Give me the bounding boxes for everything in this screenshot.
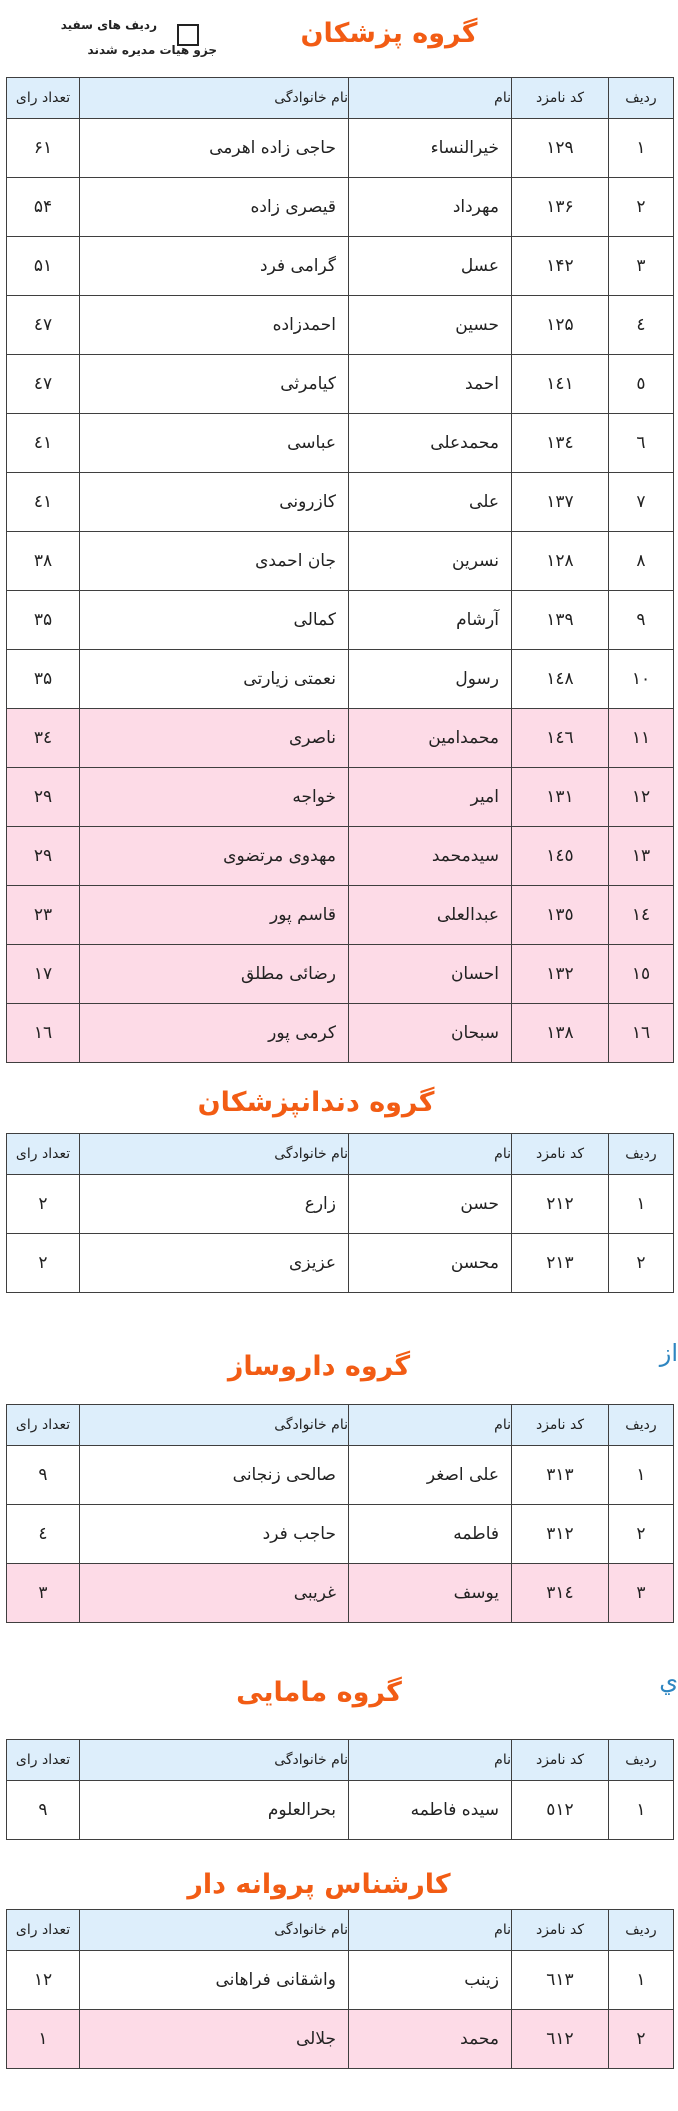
cell-candidate-code: ۱۴۲ [512, 237, 609, 296]
header-row-number: ردیف [609, 78, 674, 119]
header-votes: تعداد رای [7, 1910, 80, 1951]
cell-votes: ۳٤ [7, 709, 80, 768]
header-last-name: نام خانوادگی [80, 1910, 349, 1951]
group-title-physicians: گروه پزشکان [300, 18, 478, 49]
cell-candidate-code: ۱۳٥ [512, 886, 609, 945]
cell-last-name: عزیزی [80, 1234, 349, 1293]
cell-last-name: ناصری [80, 709, 349, 768]
cell-first-name: حسین [349, 296, 512, 355]
header-first-name: نام [349, 1910, 512, 1951]
cell-last-name: جان احمدی [80, 532, 349, 591]
cell-first-name: فاطمه [349, 1505, 512, 1564]
cell-candidate-code: ۳۱۳ [512, 1446, 609, 1505]
cell-last-name: گرامی فرد [80, 237, 349, 296]
cell-row-number: ۱۰ [609, 650, 674, 709]
table-row [7, 532, 674, 591]
cell-votes: ۳۸ [7, 532, 80, 591]
cell-first-name: سیدمحمد [349, 827, 512, 886]
cell-last-name: کمالی [80, 591, 349, 650]
results-table-midwives [6, 1739, 674, 1840]
cell-candidate-code: ۱٤۸ [512, 650, 609, 709]
cell-candidate-code: ۱۲۹ [512, 119, 609, 178]
cell-last-name: حاجب فرد [80, 1505, 349, 1564]
cell-last-name: رضائی مطلق [80, 945, 349, 1004]
cell-row-number: ۱۲ [609, 768, 674, 827]
cell-row-number: ۳ [609, 237, 674, 296]
cell-row-number: ۱٥ [609, 945, 674, 1004]
cell-row-number: ۹ [609, 591, 674, 650]
cell-last-name: جلالی [80, 2010, 349, 2069]
cell-votes: ۵۴ [7, 178, 80, 237]
group-title-licensed-experts: کارشناس پروانه دار [187, 1869, 451, 1900]
cell-candidate-code: ۱۳۸ [512, 1004, 609, 1063]
cell-votes: ۹ [7, 1446, 80, 1505]
header-votes: تعداد رای [7, 1405, 80, 1446]
cell-first-name: سبحان [349, 1004, 512, 1063]
cell-row-number: ۳ [609, 1564, 674, 1623]
cell-last-name: کازرونی [80, 473, 349, 532]
cell-votes: ٤۱ [7, 414, 80, 473]
cell-first-name: امیر [349, 768, 512, 827]
header-candidate-code: کد نامزد [512, 1740, 609, 1781]
header-row-number: ردیف [609, 1134, 674, 1175]
cell-votes: ۶۱ [7, 119, 80, 178]
cell-candidate-code: ۱۳٤ [512, 414, 609, 473]
table-row [7, 473, 674, 532]
cell-votes: ٤ [7, 1505, 80, 1564]
cell-last-name: بحرالعلوم [80, 1781, 349, 1840]
header-last-name: نام خانوادگی [80, 1740, 349, 1781]
header-row-number: ردیف [609, 1910, 674, 1951]
table-header-row [7, 1405, 674, 1446]
cell-votes: ۵۱ [7, 237, 80, 296]
cell-candidate-code: ۱۳۶ [512, 178, 609, 237]
header-last-name: نام خانوادگی [80, 1134, 349, 1175]
cell-votes: ۱ [7, 2010, 80, 2069]
results-table [6, 1404, 674, 1623]
table-row [7, 1505, 674, 1564]
table-row [7, 591, 674, 650]
table-row [7, 1951, 674, 2010]
cell-first-name: مهرداد [349, 178, 512, 237]
cell-first-name: علی اصغر [349, 1446, 512, 1505]
cell-last-name: احمدزاده [80, 296, 349, 355]
cell-votes: ۲۹ [7, 827, 80, 886]
cell-votes: ٤۷ [7, 355, 80, 414]
cell-first-name: عسل [349, 237, 512, 296]
results-table [6, 1739, 674, 1840]
cell-candidate-code: ۱۲۵ [512, 296, 609, 355]
cell-votes: ۲ [7, 1175, 80, 1234]
cell-first-name: احسان [349, 945, 512, 1004]
cell-first-name: عبدالعلی [349, 886, 512, 945]
cell-candidate-code: ۳۱٤ [512, 1564, 609, 1623]
cell-last-name: کرمی پور [80, 1004, 349, 1063]
cell-candidate-code: ۲۱۲ [512, 1175, 609, 1234]
cell-row-number: ۱ [609, 1781, 674, 1840]
table-header-row [7, 1910, 674, 1951]
cell-first-name: محمدامین [349, 709, 512, 768]
results-table [6, 1909, 674, 2069]
cell-votes: ۱۲ [7, 1951, 80, 2010]
cell-first-name: سیده فاطمه [349, 1781, 512, 1840]
header-candidate-code: کد نامزد [512, 1405, 609, 1446]
cell-first-name: علی [349, 473, 512, 532]
table-row [7, 296, 674, 355]
table-header-row [7, 78, 674, 119]
cell-last-name: خواجه [80, 768, 349, 827]
header-first-name: نام [349, 1405, 512, 1446]
cell-row-number: ۸ [609, 532, 674, 591]
cell-votes: ۳۵ [7, 591, 80, 650]
header-candidate-code: کد نامزد [512, 78, 609, 119]
header-candidate-code: کد نامزد [512, 1134, 609, 1175]
table-row [7, 1564, 674, 1623]
cell-votes: ٤۱ [7, 473, 80, 532]
cell-first-name: محسن [349, 1234, 512, 1293]
cell-row-number: ۲ [609, 1505, 674, 1564]
table-row [7, 1004, 674, 1063]
cell-votes: ۳۵ [7, 650, 80, 709]
cell-row-number: ٦ [609, 414, 674, 473]
cell-votes: ۱۷ [7, 945, 80, 1004]
cell-row-number: ۱ [609, 119, 674, 178]
results-table-physicians [6, 77, 674, 1063]
table-row [7, 414, 674, 473]
cell-first-name: محمدعلی [349, 414, 512, 473]
group-title-midwives: گروه مامایی [236, 1677, 402, 1708]
table-row [7, 768, 674, 827]
cell-last-name: حاجی زاده اهرمی [80, 119, 349, 178]
cell-last-name: صالحی زنجانی [80, 1446, 349, 1505]
cell-candidate-code: ۱۳۷ [512, 473, 609, 532]
cell-row-number: ۱ [609, 1175, 674, 1234]
cell-candidate-code: ۱٤۱ [512, 355, 609, 414]
cell-first-name: نسرین [349, 532, 512, 591]
cell-row-number: ٥ [609, 355, 674, 414]
cell-last-name: نعمتی زیارتی [80, 650, 349, 709]
cell-candidate-code: ۳۱۲ [512, 1505, 609, 1564]
cell-votes: ۳ [7, 1564, 80, 1623]
legend-text-line2: جزو هیات مدیره شدند [87, 43, 217, 57]
table-row [7, 827, 674, 886]
header-candidate-code: کد نامزد [512, 1910, 609, 1951]
results-table-licensed-experts [6, 1909, 674, 2069]
cell-last-name: قاسم پور [80, 886, 349, 945]
cell-row-number: ٤ [609, 296, 674, 355]
cell-first-name: زینب [349, 1951, 512, 2010]
header-first-name: نام [349, 78, 512, 119]
results-table [6, 77, 674, 1063]
cell-votes: ۲۹ [7, 768, 80, 827]
cell-row-number: ۷ [609, 473, 674, 532]
cell-row-number: ۱ [609, 1951, 674, 2010]
cell-candidate-code: ۱۲۸ [512, 532, 609, 591]
cell-last-name: زارع [80, 1175, 349, 1234]
cell-votes: ۹ [7, 1781, 80, 1840]
cell-row-number: ۲ [609, 1234, 674, 1293]
edge-text-fragment: از [659, 1339, 678, 1367]
cell-first-name: خیرالنساء [349, 119, 512, 178]
table-row [7, 1234, 674, 1293]
header-row-number: ردیف [609, 1740, 674, 1781]
table-row [7, 119, 674, 178]
table-row [7, 355, 674, 414]
header-votes: تعداد رای [7, 1740, 80, 1781]
cell-row-number: ۲ [609, 178, 674, 237]
cell-candidate-code: ٥۱۲ [512, 1781, 609, 1840]
cell-row-number: ۲ [609, 2010, 674, 2069]
cell-candidate-code: ٦۱۲ [512, 2010, 609, 2069]
group-title-dentists: گروه دندانپزشکان [197, 1087, 435, 1118]
cell-last-name: غریبی [80, 1564, 349, 1623]
table-row [7, 178, 674, 237]
results-table-pharmacists [6, 1404, 674, 1623]
cell-row-number: ۱٤ [609, 886, 674, 945]
cell-row-number: ۱۳ [609, 827, 674, 886]
header-last-name: نام خانوادگی [80, 78, 349, 119]
header-first-name: نام [349, 1740, 512, 1781]
cell-last-name: واشقانی فراهانی [80, 1951, 349, 2010]
header-votes: تعداد رای [7, 78, 80, 119]
cell-votes: ٤۷ [7, 296, 80, 355]
header-row-number: ردیف [609, 1405, 674, 1446]
cell-last-name: عباسی [80, 414, 349, 473]
table-row [7, 1175, 674, 1234]
cell-first-name: رسول [349, 650, 512, 709]
cell-candidate-code: ۱۳۱ [512, 768, 609, 827]
table-header-row [7, 1134, 674, 1175]
cell-row-number: ۱۱ [609, 709, 674, 768]
cell-candidate-code: ۱۳۹ [512, 591, 609, 650]
cell-row-number: ۱٦ [609, 1004, 674, 1063]
cell-votes: ۱٦ [7, 1004, 80, 1063]
results-table-dentists [6, 1133, 674, 1293]
header-last-name: نام خانوادگی [80, 1405, 349, 1446]
cell-first-name: محمد [349, 2010, 512, 2069]
cell-votes: ۲۳ [7, 886, 80, 945]
cell-first-name: یوسف [349, 1564, 512, 1623]
cell-last-name: قیصری زاده [80, 178, 349, 237]
cell-last-name: کیامرثی [80, 355, 349, 414]
cell-last-name: مهدوی مرتضوی [80, 827, 349, 886]
table-row [7, 1781, 674, 1840]
cell-first-name: احمد [349, 355, 512, 414]
table-header-row [7, 1740, 674, 1781]
table-row [7, 886, 674, 945]
cell-candidate-code: ٦۱۳ [512, 1951, 609, 2010]
cell-first-name: آرشام [349, 591, 512, 650]
cell-first-name: حسن [349, 1175, 512, 1234]
table-row [7, 237, 674, 296]
table-row [7, 2010, 674, 2069]
results-table [6, 1133, 674, 1293]
cell-candidate-code: ۱۳۲ [512, 945, 609, 1004]
cell-votes: ۲ [7, 1234, 80, 1293]
header-first-name: نام [349, 1134, 512, 1175]
cell-candidate-code: ۲۱۳ [512, 1234, 609, 1293]
group-title-pharmacists: گروه داروساز [227, 1351, 411, 1382]
header-votes: تعداد رای [7, 1134, 80, 1175]
table-row [7, 1446, 674, 1505]
legend-text-line1: ردیف های سفید [60, 18, 157, 32]
table-row [7, 709, 674, 768]
cell-candidate-code: ۱٤٥ [512, 827, 609, 886]
cell-row-number: ۱ [609, 1446, 674, 1505]
cell-candidate-code: ۱٤٦ [512, 709, 609, 768]
table-row [7, 650, 674, 709]
edge-text-fragment: ي [659, 1667, 678, 1695]
table-row [7, 945, 674, 1004]
